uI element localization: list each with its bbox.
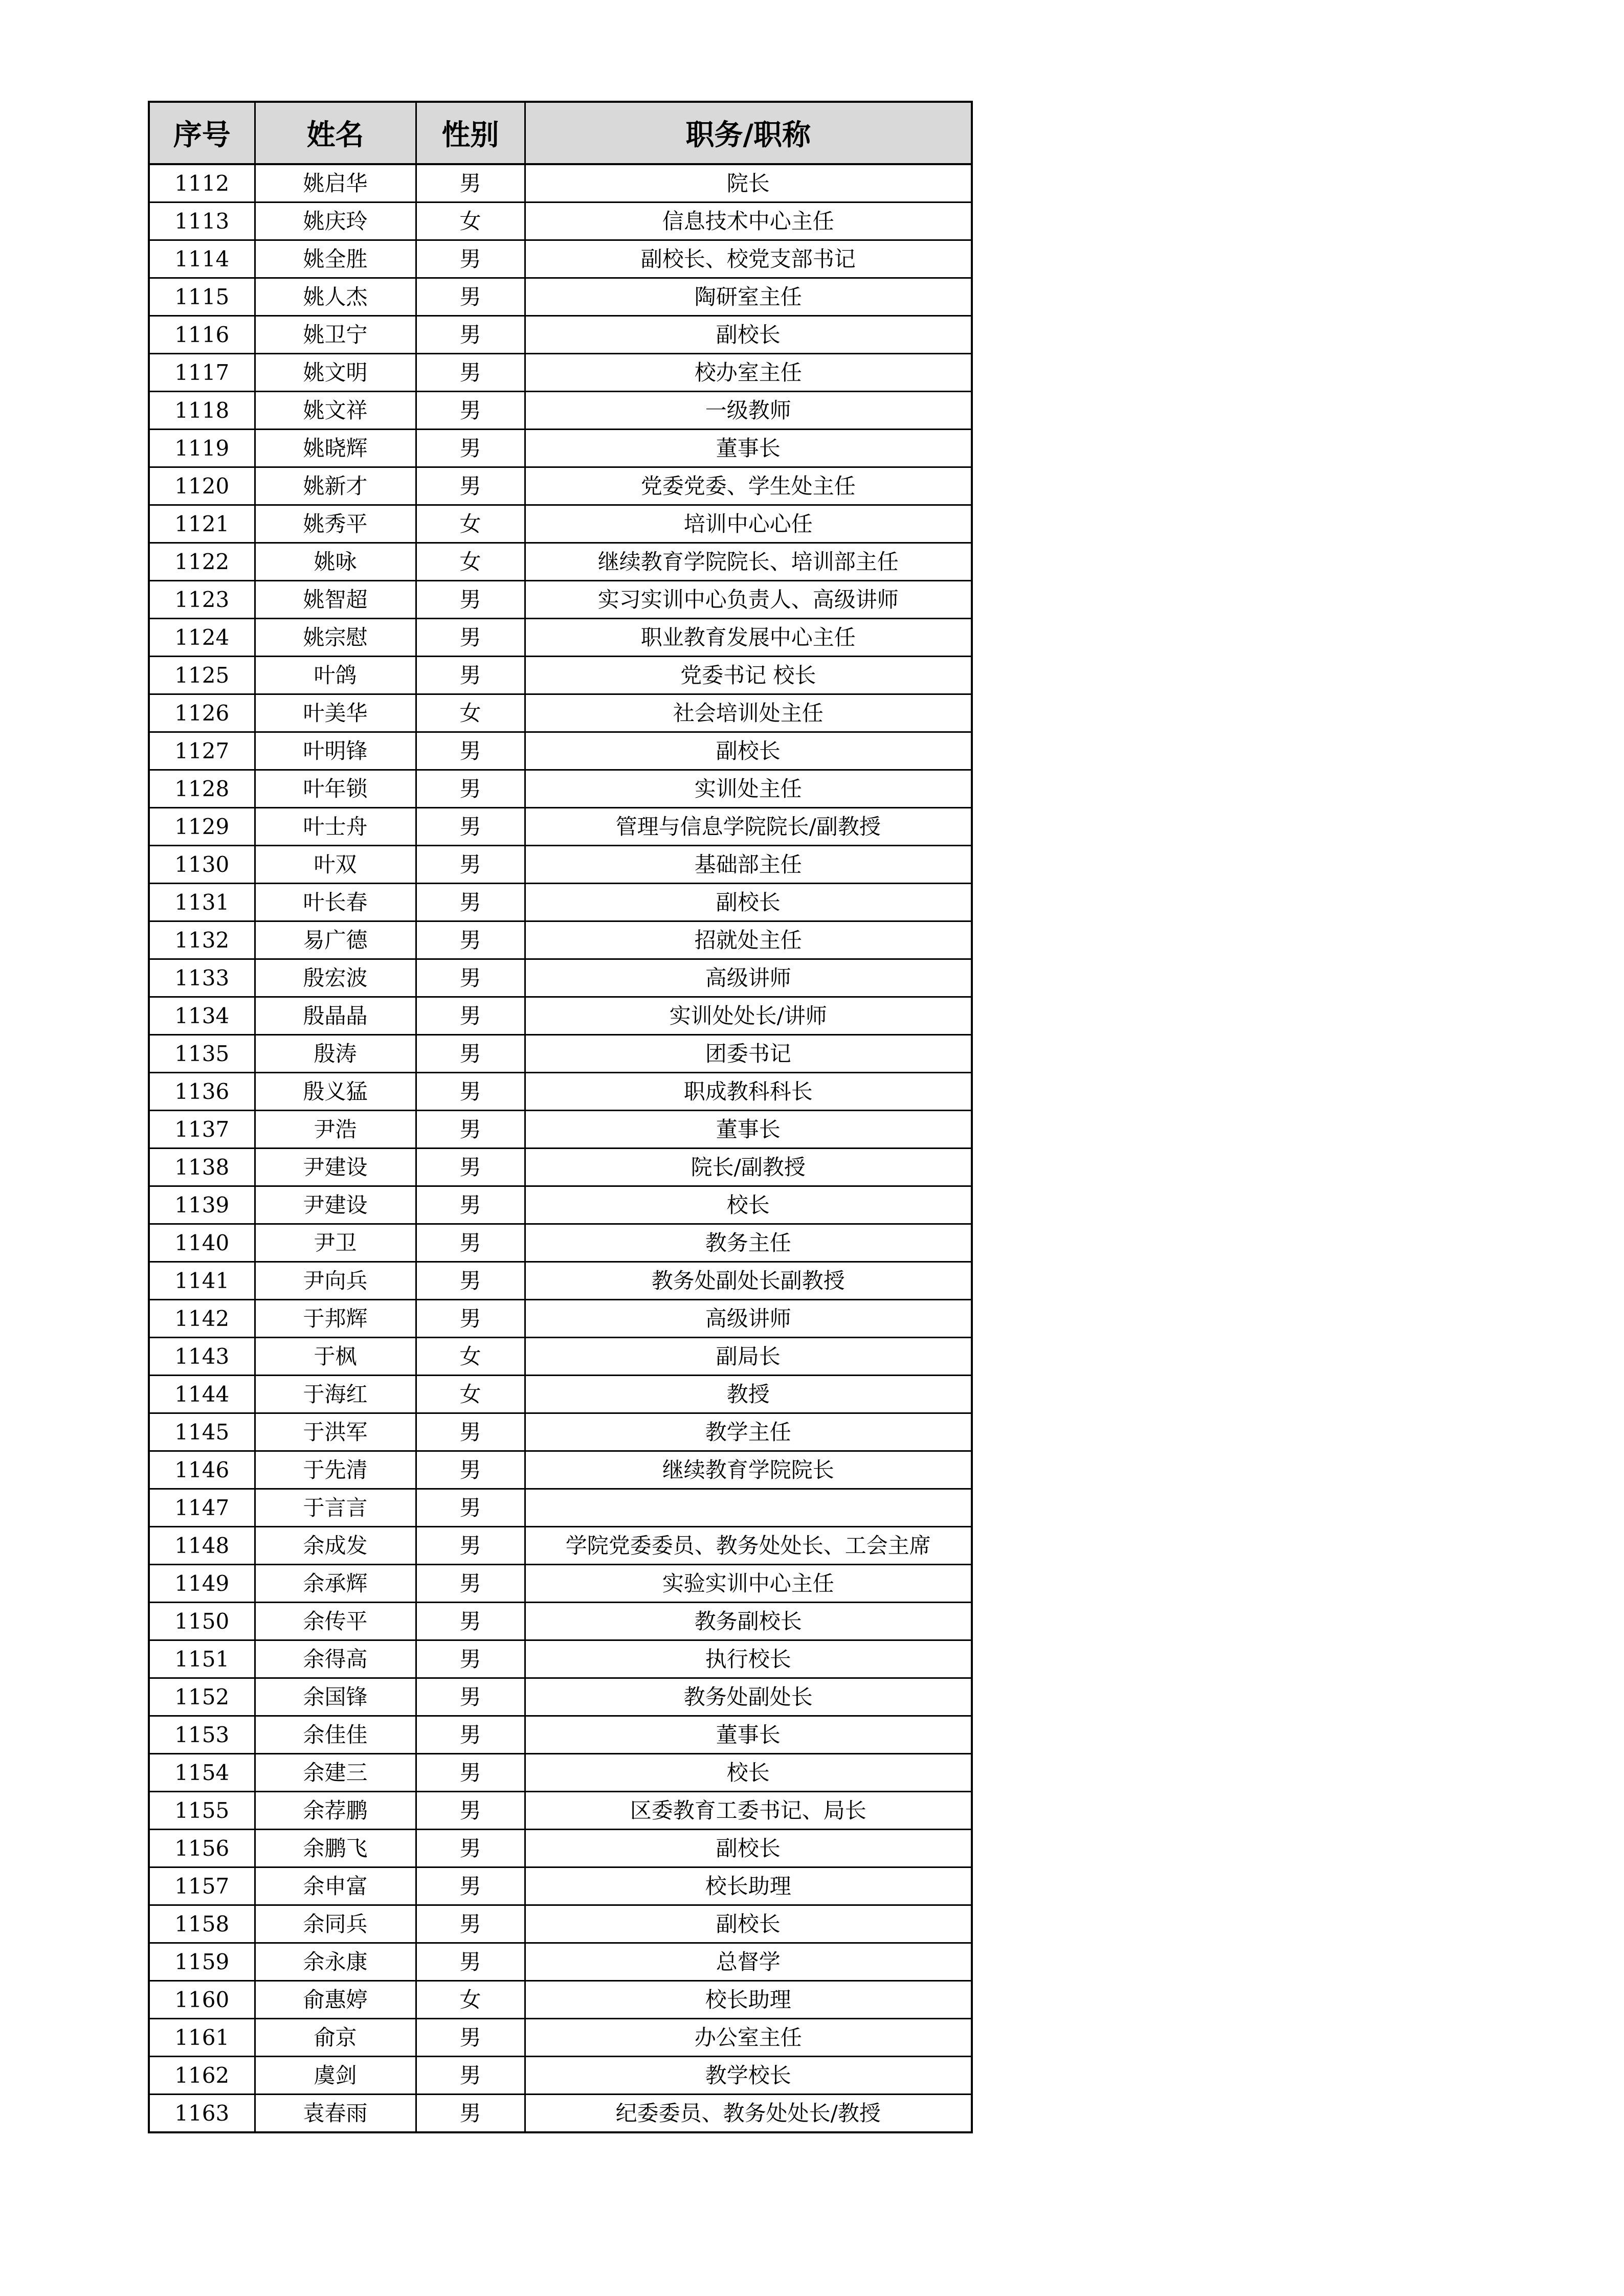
cell-title: 管理与信息学院院长/副教授	[525, 808, 972, 846]
cell-no: 1162	[149, 2057, 255, 2095]
table-row	[149, 997, 972, 1035]
cell-name: 殷涛	[255, 1035, 416, 1073]
cell-no: 1112	[149, 164, 255, 202]
cell-name: 姚人杰	[255, 278, 416, 316]
cell-gender: 男	[416, 1413, 525, 1451]
cell-gender: 男	[416, 959, 525, 997]
cell-gender: 男	[416, 240, 525, 278]
cell-title: 总督学	[525, 1943, 972, 1981]
cell-gender: 男	[416, 316, 525, 354]
cell-name: 叶双	[255, 846, 416, 884]
cell-title: 教学主任	[525, 1413, 972, 1451]
table-row	[149, 1413, 972, 1451]
cell-title: 执行校长	[525, 1640, 972, 1678]
cell-title: 校长助理	[525, 1867, 972, 1905]
table-row	[149, 921, 972, 959]
cell-no: 1121	[149, 505, 255, 543]
header-name: 姓名	[255, 102, 416, 164]
header-no: 序号	[149, 102, 255, 164]
cell-name: 于先清	[255, 1451, 416, 1489]
cell-no: 1125	[149, 657, 255, 694]
cell-title: 团委书记	[525, 1035, 972, 1073]
cell-title: 区委教育工委书记、局长	[525, 1792, 972, 1830]
table-row	[149, 1716, 972, 1754]
cell-name: 余鹏飞	[255, 1830, 416, 1867]
cell-title: 党委书记 校长	[525, 657, 972, 694]
cell-name: 于言言	[255, 1489, 416, 1527]
cell-title: 实训处处长/讲师	[525, 997, 972, 1035]
table-row	[149, 1527, 972, 1565]
cell-no: 1114	[149, 240, 255, 278]
table-row	[149, 770, 972, 808]
cell-title: 培训中心心任	[525, 505, 972, 543]
table-row	[149, 1603, 972, 1640]
cell-name: 余国锋	[255, 1678, 416, 1716]
cell-name: 叶长春	[255, 884, 416, 921]
cell-no: 1136	[149, 1073, 255, 1111]
cell-no: 1116	[149, 316, 255, 354]
cell-no: 1147	[149, 1489, 255, 1527]
cell-gender: 男	[416, 1678, 525, 1716]
cell-no: 1161	[149, 2019, 255, 2057]
cell-name: 姚智超	[255, 581, 416, 619]
cell-name: 叶年锁	[255, 770, 416, 808]
table-row	[149, 619, 972, 657]
cell-name: 虞剑	[255, 2057, 416, 2095]
cell-gender: 女	[416, 202, 525, 240]
table-row	[149, 694, 972, 732]
cell-no: 1126	[149, 694, 255, 732]
cell-no: 1115	[149, 278, 255, 316]
table-row	[149, 1905, 972, 1943]
cell-name: 殷义猛	[255, 1073, 416, 1111]
cell-name: 余建三	[255, 1754, 416, 1792]
table-row	[149, 581, 972, 619]
cell-name: 姚庆玲	[255, 202, 416, 240]
cell-no: 1154	[149, 1754, 255, 1792]
cell-no: 1113	[149, 202, 255, 240]
cell-gender: 男	[416, 581, 525, 619]
cell-name: 叶美华	[255, 694, 416, 732]
table-header	[149, 102, 972, 164]
table-row	[149, 1867, 972, 1905]
cell-title: 教务处副处长副教授	[525, 1262, 972, 1300]
cell-gender: 男	[416, 1943, 525, 1981]
cell-name: 余得高	[255, 1640, 416, 1678]
table-row	[149, 240, 972, 278]
cell-no: 1150	[149, 1603, 255, 1640]
cell-gender: 男	[416, 921, 525, 959]
cell-title: 校长	[525, 1186, 972, 1224]
cell-name: 俞京	[255, 2019, 416, 2057]
roster-table	[148, 101, 973, 2133]
cell-gender: 男	[416, 164, 525, 202]
table-row	[149, 959, 972, 997]
table-row	[149, 1224, 972, 1262]
cell-gender: 男	[416, 1565, 525, 1603]
cell-title: 教务副校长	[525, 1603, 972, 1640]
cell-no: 1163	[149, 2095, 255, 2133]
cell-gender: 男	[416, 657, 525, 694]
cell-name: 叶士舟	[255, 808, 416, 846]
cell-title: 教务处副处长	[525, 1678, 972, 1716]
cell-title: 学院党委委员、教务处处长、工会主席	[525, 1527, 972, 1565]
table-row	[149, 1565, 972, 1603]
cell-gender: 男	[416, 997, 525, 1035]
cell-title: 实验实训中心主任	[525, 1565, 972, 1603]
cell-no: 1132	[149, 921, 255, 959]
cell-gender: 男	[416, 1527, 525, 1565]
table-row	[149, 505, 972, 543]
table-row	[149, 1792, 972, 1830]
table-row	[149, 657, 972, 694]
cell-name: 姚卫宁	[255, 316, 416, 354]
cell-no: 1148	[149, 1527, 255, 1565]
cell-gender: 男	[416, 1224, 525, 1262]
table-row	[149, 846, 972, 884]
cell-name: 余同兵	[255, 1905, 416, 1943]
table-row	[149, 202, 972, 240]
cell-no: 1151	[149, 1640, 255, 1678]
cell-gender: 女	[416, 1981, 525, 2019]
cell-name: 余永康	[255, 1943, 416, 1981]
cell-no: 1129	[149, 808, 255, 846]
cell-no: 1123	[149, 581, 255, 619]
table-row	[149, 808, 972, 846]
table-row	[149, 1981, 972, 2019]
cell-name: 尹建设	[255, 1149, 416, 1186]
cell-gender: 男	[416, 1640, 525, 1678]
cell-name: 姚晓辉	[255, 430, 416, 467]
cell-name: 姚全胜	[255, 240, 416, 278]
cell-gender: 男	[416, 1186, 525, 1224]
cell-title: 社会培训处主任	[525, 694, 972, 732]
cell-title: 党委党委、学生处主任	[525, 467, 972, 505]
cell-no: 1139	[149, 1186, 255, 1224]
cell-name: 俞惠婷	[255, 1981, 416, 2019]
cell-title: 基础部主任	[525, 846, 972, 884]
cell-gender: 男	[416, 1262, 525, 1300]
cell-name: 殷晶晶	[255, 997, 416, 1035]
header-title: 职务/职称	[525, 102, 972, 164]
cell-title: 继续教育学院院长、培训部主任	[525, 543, 972, 581]
cell-title: 教授	[525, 1376, 972, 1413]
table-row	[149, 1678, 972, 1716]
table-row	[149, 1149, 972, 1186]
cell-gender: 男	[416, 2019, 525, 2057]
table-row	[149, 1754, 972, 1792]
cell-no: 1156	[149, 1830, 255, 1867]
cell-title: 实训处主任	[525, 770, 972, 808]
cell-title: 高级讲师	[525, 959, 972, 997]
cell-name: 余申富	[255, 1867, 416, 1905]
table-row	[149, 1111, 972, 1149]
cell-title: 副局长	[525, 1338, 972, 1376]
table-row	[149, 732, 972, 770]
cell-gender: 男	[416, 1073, 525, 1111]
table-row	[149, 1262, 972, 1300]
cell-gender: 男	[416, 1489, 525, 1527]
cell-name: 尹卫	[255, 1224, 416, 1262]
cell-name: 于邦辉	[255, 1300, 416, 1338]
table-row	[149, 1338, 972, 1376]
cell-no: 1127	[149, 732, 255, 770]
cell-title	[525, 1489, 972, 1527]
cell-title: 纪委委员、教务处处长/教授	[525, 2095, 972, 2133]
cell-gender: 男	[416, 1035, 525, 1073]
cell-no: 1149	[149, 1565, 255, 1603]
cell-name: 姚宗慰	[255, 619, 416, 657]
cell-no: 1143	[149, 1338, 255, 1376]
cell-name: 殷宏波	[255, 959, 416, 997]
cell-no: 1142	[149, 1300, 255, 1338]
table-row	[149, 164, 972, 202]
cell-no: 1120	[149, 467, 255, 505]
cell-gender: 男	[416, 1754, 525, 1792]
cell-name: 余承辉	[255, 1565, 416, 1603]
cell-name: 余荐鹏	[255, 1792, 416, 1830]
cell-name: 姚文祥	[255, 392, 416, 430]
cell-no: 1128	[149, 770, 255, 808]
table-row	[149, 543, 972, 581]
cell-name: 于洪军	[255, 1413, 416, 1451]
cell-name: 尹向兵	[255, 1262, 416, 1300]
cell-gender: 女	[416, 543, 525, 581]
cell-no: 1159	[149, 1943, 255, 1981]
cell-gender: 男	[416, 1867, 525, 1905]
table-row	[149, 1943, 972, 1981]
cell-no: 1137	[149, 1111, 255, 1149]
table-row	[149, 392, 972, 430]
cell-gender: 男	[416, 846, 525, 884]
cell-title: 董事长	[525, 1111, 972, 1149]
cell-no: 1141	[149, 1262, 255, 1300]
cell-title: 董事长	[525, 430, 972, 467]
cell-no: 1152	[149, 1678, 255, 1716]
cell-name: 姚咏	[255, 543, 416, 581]
cell-name: 姚新才	[255, 467, 416, 505]
table-row	[149, 1489, 972, 1527]
table-row	[149, 884, 972, 921]
table-row	[149, 1451, 972, 1489]
cell-no: 1155	[149, 1792, 255, 1830]
header-gender: 性别	[416, 102, 525, 164]
cell-title: 信息技术中心主任	[525, 202, 972, 240]
cell-title: 副校长	[525, 1905, 972, 1943]
cell-title: 校办室主任	[525, 354, 972, 392]
table-row	[149, 2019, 972, 2057]
cell-gender: 男	[416, 467, 525, 505]
table-row	[149, 1300, 972, 1338]
table-row	[149, 1073, 972, 1111]
cell-no: 1122	[149, 543, 255, 581]
cell-title: 教务主任	[525, 1224, 972, 1262]
table-row	[149, 467, 972, 505]
cell-title: 招就处主任	[525, 921, 972, 959]
cell-gender: 男	[416, 619, 525, 657]
cell-gender: 男	[416, 1830, 525, 1867]
cell-no: 1133	[149, 959, 255, 997]
cell-name: 姚秀平	[255, 505, 416, 543]
cell-gender: 男	[416, 1716, 525, 1754]
cell-gender: 女	[416, 1376, 525, 1413]
cell-name: 尹浩	[255, 1111, 416, 1149]
cell-title: 院长/副教授	[525, 1149, 972, 1186]
cell-gender: 男	[416, 1792, 525, 1830]
cell-gender: 男	[416, 392, 525, 430]
table-row	[149, 2057, 972, 2095]
cell-no: 1117	[149, 354, 255, 392]
cell-title: 陶研室主任	[525, 278, 972, 316]
table-row	[149, 1186, 972, 1224]
cell-title: 实习实训中心负责人、高级讲师	[525, 581, 972, 619]
cell-name: 于枫	[255, 1338, 416, 1376]
cell-name: 叶明锋	[255, 732, 416, 770]
cell-no: 1160	[149, 1981, 255, 2019]
cell-name: 于海红	[255, 1376, 416, 1413]
cell-name: 易广德	[255, 921, 416, 959]
cell-title: 副校长	[525, 884, 972, 921]
cell-no: 1145	[149, 1413, 255, 1451]
cell-no: 1146	[149, 1451, 255, 1489]
cell-gender: 女	[416, 1338, 525, 1376]
cell-title: 副校长	[525, 1830, 972, 1867]
cell-gender: 男	[416, 1905, 525, 1943]
table-row	[149, 278, 972, 316]
table-body	[149, 164, 972, 2132]
cell-gender: 男	[416, 1451, 525, 1489]
cell-no: 1134	[149, 997, 255, 1035]
cell-gender: 女	[416, 694, 525, 732]
cell-gender: 男	[416, 1300, 525, 1338]
table-row	[149, 430, 972, 467]
cell-gender: 女	[416, 505, 525, 543]
cell-title: 校长助理	[525, 1981, 972, 2019]
cell-gender: 男	[416, 770, 525, 808]
cell-no: 1138	[149, 1149, 255, 1186]
cell-title: 校长	[525, 1754, 972, 1792]
table-row	[149, 354, 972, 392]
cell-name: 姚文明	[255, 354, 416, 392]
cell-gender: 男	[416, 2057, 525, 2095]
table-row	[149, 1376, 972, 1413]
cell-name: 余佳佳	[255, 1716, 416, 1754]
cell-gender: 男	[416, 278, 525, 316]
table-row	[149, 2095, 972, 2133]
cell-title: 一级教师	[525, 392, 972, 430]
cell-no: 1144	[149, 1376, 255, 1413]
cell-title: 教学校长	[525, 2057, 972, 2095]
cell-title: 办公室主任	[525, 2019, 972, 2057]
table-row	[149, 1640, 972, 1678]
cell-no: 1135	[149, 1035, 255, 1073]
cell-no: 1157	[149, 1867, 255, 1905]
cell-gender: 男	[416, 1111, 525, 1149]
cell-gender: 男	[416, 1149, 525, 1186]
cell-title: 董事长	[525, 1716, 972, 1754]
cell-title: 继续教育学院院长	[525, 1451, 972, 1489]
cell-title: 职业教育发展中心主任	[525, 619, 972, 657]
cell-gender: 男	[416, 354, 525, 392]
cell-name: 姚启华	[255, 164, 416, 202]
cell-title: 副校长	[525, 316, 972, 354]
cell-no: 1158	[149, 1905, 255, 1943]
cell-name: 余传平	[255, 1603, 416, 1640]
cell-gender: 男	[416, 2095, 525, 2133]
cell-title: 副校长	[525, 732, 972, 770]
cell-gender: 男	[416, 808, 525, 846]
cell-name: 袁春雨	[255, 2095, 416, 2133]
cell-gender: 男	[416, 430, 525, 467]
cell-title: 院长	[525, 164, 972, 202]
cell-no: 1131	[149, 884, 255, 921]
cell-gender: 男	[416, 884, 525, 921]
cell-no: 1153	[149, 1716, 255, 1754]
cell-no: 1124	[149, 619, 255, 657]
cell-name: 尹建设	[255, 1186, 416, 1224]
cell-no: 1130	[149, 846, 255, 884]
table-row	[149, 316, 972, 354]
cell-gender: 男	[416, 732, 525, 770]
cell-name: 余成发	[255, 1527, 416, 1565]
header-row	[149, 102, 972, 164]
cell-no: 1119	[149, 430, 255, 467]
cell-title: 副校长、校党支部书记	[525, 240, 972, 278]
cell-no: 1140	[149, 1224, 255, 1262]
cell-name: 叶鸽	[255, 657, 416, 694]
table-row	[149, 1830, 972, 1867]
cell-title: 高级讲师	[525, 1300, 972, 1338]
cell-gender: 男	[416, 1603, 525, 1640]
table-row	[149, 1035, 972, 1073]
cell-no: 1118	[149, 392, 255, 430]
cell-title: 职成教科科长	[525, 1073, 972, 1111]
